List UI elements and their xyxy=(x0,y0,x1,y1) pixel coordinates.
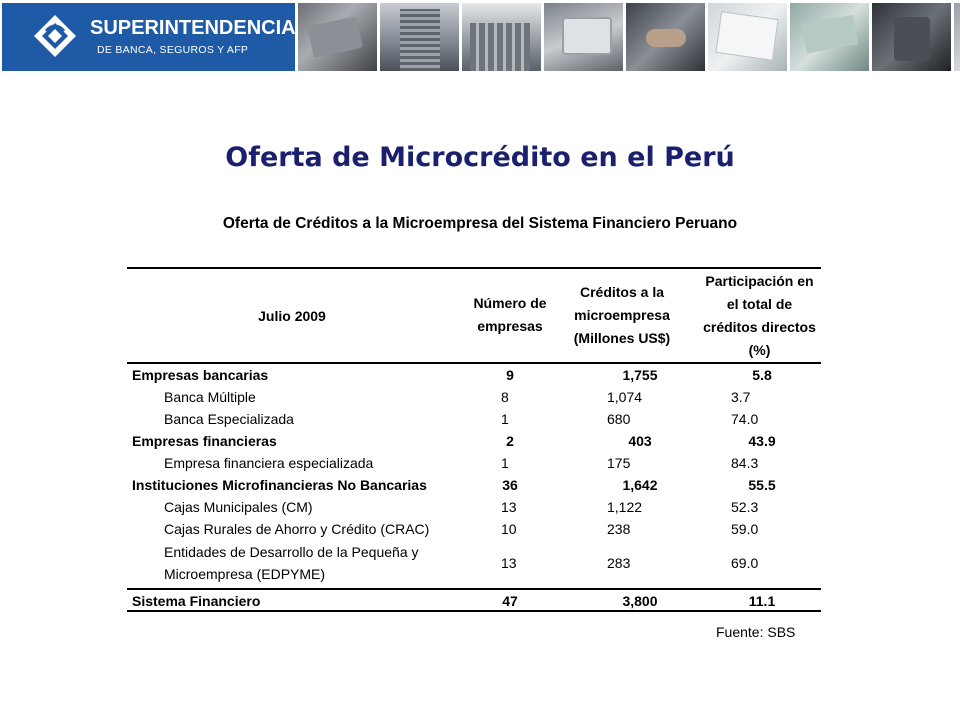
header-cred-line2: microempresa xyxy=(574,307,670,323)
row-cred: 680 xyxy=(607,411,631,427)
diamond-logo-icon xyxy=(32,13,78,59)
row-num: 9 xyxy=(506,367,514,383)
city-photo xyxy=(462,3,541,71)
row-cred: 1,755 xyxy=(622,367,658,383)
header-num-line2: empresas xyxy=(477,318,543,334)
table-row xyxy=(127,474,821,496)
row-label: Empresa financiera especializada xyxy=(164,455,374,471)
row-part: 5.8 xyxy=(752,367,772,383)
logo-title: SUPERINTENDENCIA xyxy=(90,17,296,39)
row-num: 10 xyxy=(501,521,517,537)
business-meeting-photo xyxy=(954,3,960,71)
table-bottom-rule xyxy=(127,610,821,612)
row-cred: 1,642 xyxy=(622,477,658,493)
row-num: 13 xyxy=(501,555,517,571)
table-row xyxy=(127,364,821,386)
table-title: Oferta de Créditos a la Microempresa del Sistema Financiero Peruano xyxy=(222,215,738,232)
row-cred: 175 xyxy=(607,455,631,471)
row-label: Banca Múltiple xyxy=(164,389,256,405)
row-label: Empresas bancarias xyxy=(132,367,269,383)
table-row xyxy=(127,542,821,586)
row-part: 43.9 xyxy=(748,433,776,449)
row-part: 74.0 xyxy=(731,411,759,427)
header-period: Julio 2009 xyxy=(258,308,326,324)
slide-title: Oferta de Microcrédito en el Perú xyxy=(225,142,735,173)
row-part: 3.7 xyxy=(731,389,751,405)
row-label: Sistema Financiero xyxy=(132,593,261,609)
table-top-rule xyxy=(127,267,821,269)
card-terminal-photo xyxy=(872,3,951,71)
header-num-companies xyxy=(455,292,565,338)
sbs-logo xyxy=(2,3,295,71)
row-num: 8 xyxy=(501,389,509,405)
header-part-line1: Participación en xyxy=(705,273,814,289)
row-num: 36 xyxy=(502,477,518,493)
table-row xyxy=(127,386,821,408)
header-cred-line3: (Millones US$) xyxy=(573,330,671,346)
row-label: Instituciones Microfinancieras No Bancarias xyxy=(132,477,427,493)
credit-card-photo xyxy=(298,3,377,71)
row-cred: 283 xyxy=(607,555,631,571)
table-row xyxy=(127,408,821,430)
table-row xyxy=(127,496,821,518)
header-num-line1: Número de xyxy=(473,295,547,311)
photo-strip xyxy=(298,3,960,71)
header-part-line4: (%) xyxy=(748,342,771,358)
table-row xyxy=(127,518,821,540)
header-banner xyxy=(0,0,960,72)
table-total-row xyxy=(127,590,821,612)
documents-photo xyxy=(708,3,787,71)
source-note: Fuente: SBS xyxy=(716,624,796,640)
logo-subtitle: DE BANCA, SEGUROS Y AFP xyxy=(97,44,249,56)
row-label: Banca Especializada xyxy=(164,411,294,427)
row-part: 69.0 xyxy=(731,555,759,571)
row-label-line1: Entidades de Desarrollo de la Pequeña y xyxy=(164,544,419,560)
header-participation xyxy=(692,270,827,362)
building-photo xyxy=(380,3,459,71)
row-cred: 403 xyxy=(628,433,652,449)
row-part: 52.3 xyxy=(731,499,759,515)
row-label-line2: Microempresa (EDPYME) xyxy=(164,566,326,582)
row-cred: 1,122 xyxy=(607,499,643,515)
handshake-photo xyxy=(626,3,705,71)
row-cred: 238 xyxy=(607,521,631,537)
row-label: Cajas Municipales (CM) xyxy=(164,499,313,515)
row-part: 55.5 xyxy=(748,477,776,493)
row-cred: 1,074 xyxy=(607,389,643,405)
keyboard-enter-photo xyxy=(544,3,623,71)
row-part: 84.3 xyxy=(731,455,759,471)
row-part: 59.0 xyxy=(731,521,759,537)
table-row xyxy=(127,430,821,452)
header-part-line3: créditos directos xyxy=(703,319,816,335)
header-part-line2: el total de xyxy=(726,296,793,312)
row-label: Cajas Rurales de Ahorro y Crédito (CRAC) xyxy=(164,521,430,537)
row-num: 47 xyxy=(502,593,518,609)
row-label xyxy=(164,541,419,585)
row-cred: 3,800 xyxy=(622,593,658,609)
row-num: 1 xyxy=(501,411,509,427)
table-row xyxy=(127,452,821,474)
row-label: Empresas financieras xyxy=(132,433,277,449)
row-num: 13 xyxy=(501,499,517,515)
money-photo xyxy=(790,3,869,71)
row-num: 2 xyxy=(506,433,514,449)
header-credits xyxy=(557,281,687,350)
header-cred-line1: Créditos a la xyxy=(579,284,665,300)
row-num: 1 xyxy=(501,455,509,471)
row-part: 11.1 xyxy=(748,593,776,609)
